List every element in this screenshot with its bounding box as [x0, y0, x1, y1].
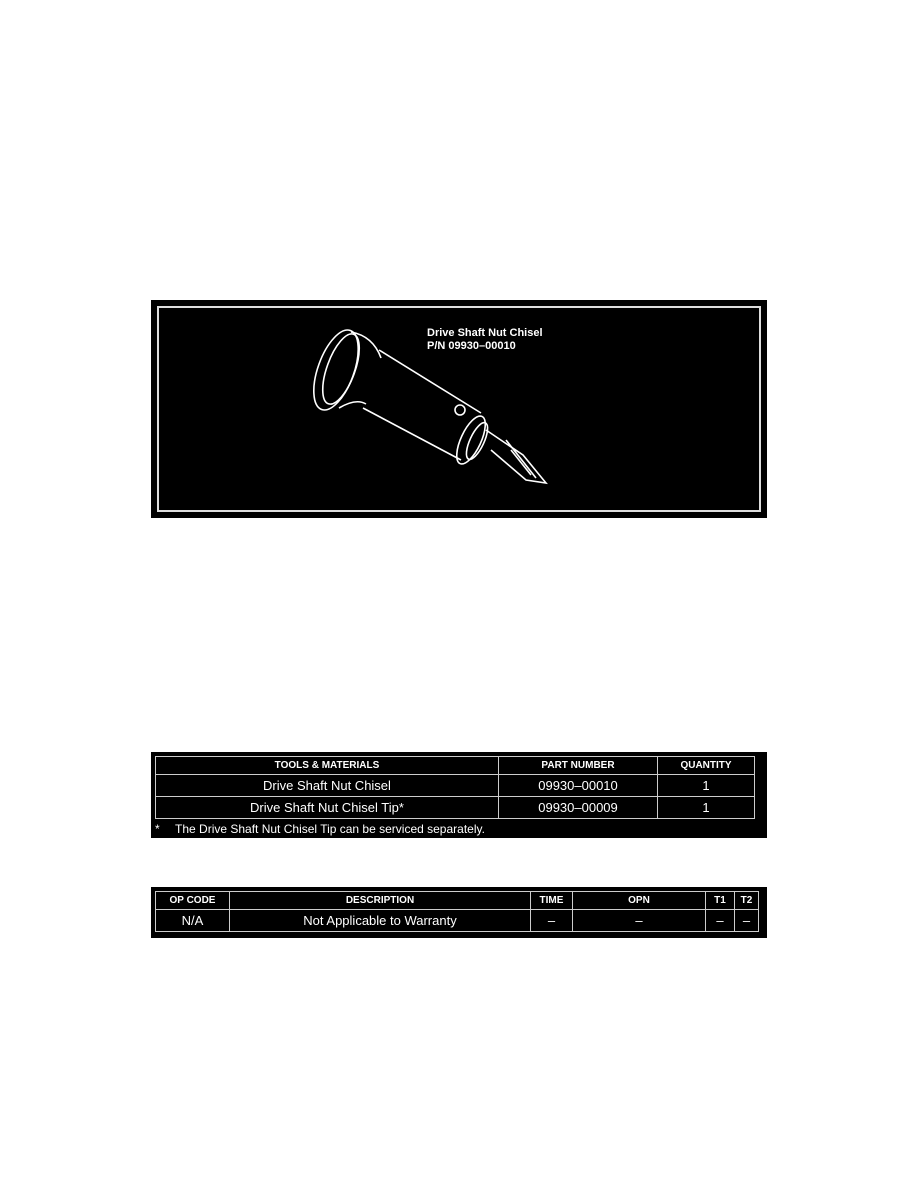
header-t1: T1 [706, 892, 735, 910]
header-t2: T2 [735, 892, 759, 910]
part-number: 09930–00010 [499, 775, 658, 797]
header-tools: TOOLS & MATERIALS [156, 757, 499, 775]
opn: – [573, 910, 706, 932]
op-code-section [151, 887, 767, 938]
header-quantity: QUANTITY [658, 757, 755, 775]
tool-name: Drive Shaft Nut Chisel Tip* [156, 797, 499, 819]
quantity: 1 [658, 775, 755, 797]
tools-materials-table [155, 756, 755, 819]
footnote [155, 822, 485, 836]
footnote-text: The Drive Shaft Nut Chisel Tip can be serviced separately. [175, 822, 485, 836]
time: – [531, 910, 573, 932]
header-opn: OPN [573, 892, 706, 910]
figure-caption [427, 327, 543, 353]
tools-materials-section [151, 752, 767, 838]
header-op-code: OP CODE [156, 892, 230, 910]
op-code: N/A [156, 910, 230, 932]
header-time: TIME [531, 892, 573, 910]
t2: – [735, 910, 759, 932]
caption-title: Drive Shaft Nut Chisel [427, 327, 543, 339]
op-code-table [155, 891, 759, 932]
part-number: 09930–00009 [499, 797, 658, 819]
tool-figure [151, 300, 767, 518]
description: Not Applicable to Warranty [230, 910, 531, 932]
header-part-number: PART NUMBER [499, 757, 658, 775]
table-row [156, 910, 759, 932]
caption-part-number: P/N 09930–00010 [427, 340, 516, 352]
header-description: DESCRIPTION [230, 892, 531, 910]
tool-name: Drive Shaft Nut Chisel [156, 775, 499, 797]
table-row [156, 797, 755, 819]
table-header-row [156, 757, 755, 775]
table-header-row [156, 892, 759, 910]
quantity: 1 [658, 797, 755, 819]
t1: – [706, 910, 735, 932]
table-row [156, 775, 755, 797]
footnote-mark: * [155, 822, 160, 836]
